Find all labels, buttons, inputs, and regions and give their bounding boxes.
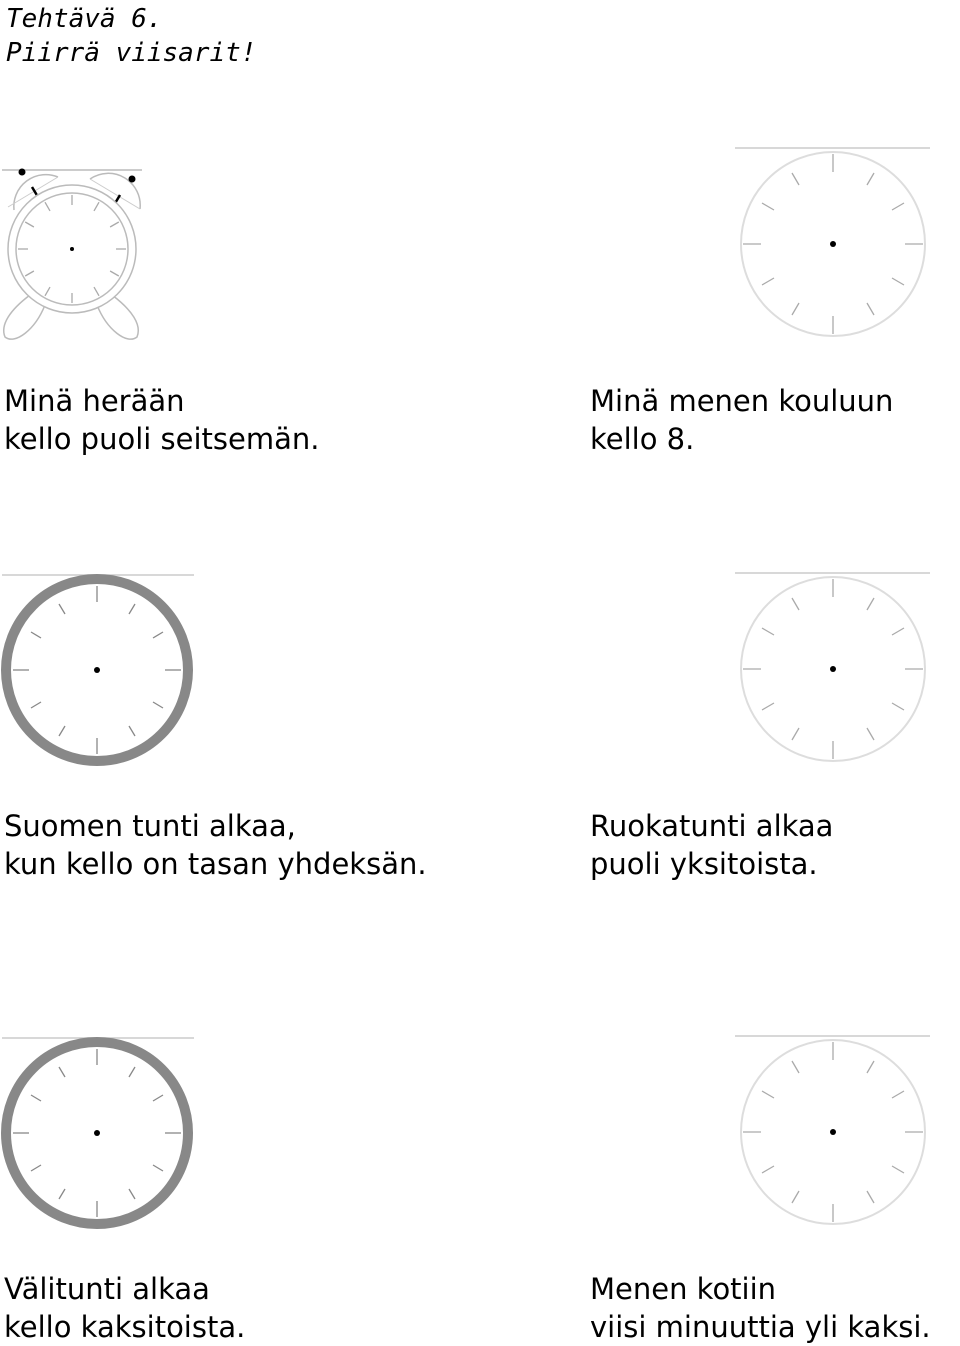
caption-line: viisi minuuttia yli kaksi.: [590, 1310, 931, 1344]
gray-ring-clock-face[interactable]: [0, 572, 200, 772]
caption-line: Minä herään: [4, 384, 185, 418]
caption-line: Välitunti alkaa: [4, 1272, 210, 1306]
task-caption-3: [4, 807, 427, 883]
caption-line: Minä menen kouluun: [590, 384, 894, 418]
caption-line: Menen kotiin: [590, 1272, 777, 1306]
light-clock-face[interactable]: [733, 570, 933, 765]
alarm-clock-face[interactable]: [0, 165, 150, 345]
gray-ring-clock-face[interactable]: [0, 1035, 200, 1235]
light-clock-face[interactable]: [733, 145, 933, 340]
caption-line: kello puoli seitsemän.: [4, 422, 320, 456]
task-caption-2: [590, 382, 893, 458]
caption-line: Ruokatunti alkaa: [590, 809, 834, 843]
worksheet-instruction: Piirrä viisarit!: [6, 38, 257, 68]
light-clock-face[interactable]: [733, 1033, 933, 1228]
task-caption-5: [4, 1270, 245, 1346]
caption-line: kello kaksitoista.: [4, 1310, 246, 1344]
task-caption-1: [4, 382, 320, 458]
task-caption-6: [590, 1270, 931, 1346]
caption-line: puoli yksitoista.: [590, 847, 818, 881]
caption-line: kello 8.: [590, 422, 695, 456]
caption-line: kun kello on tasan yhdeksän.: [4, 847, 427, 881]
worksheet-title: Tehtävä 6.: [6, 4, 163, 34]
task-caption-4: [590, 807, 833, 883]
caption-line: Suomen tunti alkaa,: [4, 809, 296, 843]
